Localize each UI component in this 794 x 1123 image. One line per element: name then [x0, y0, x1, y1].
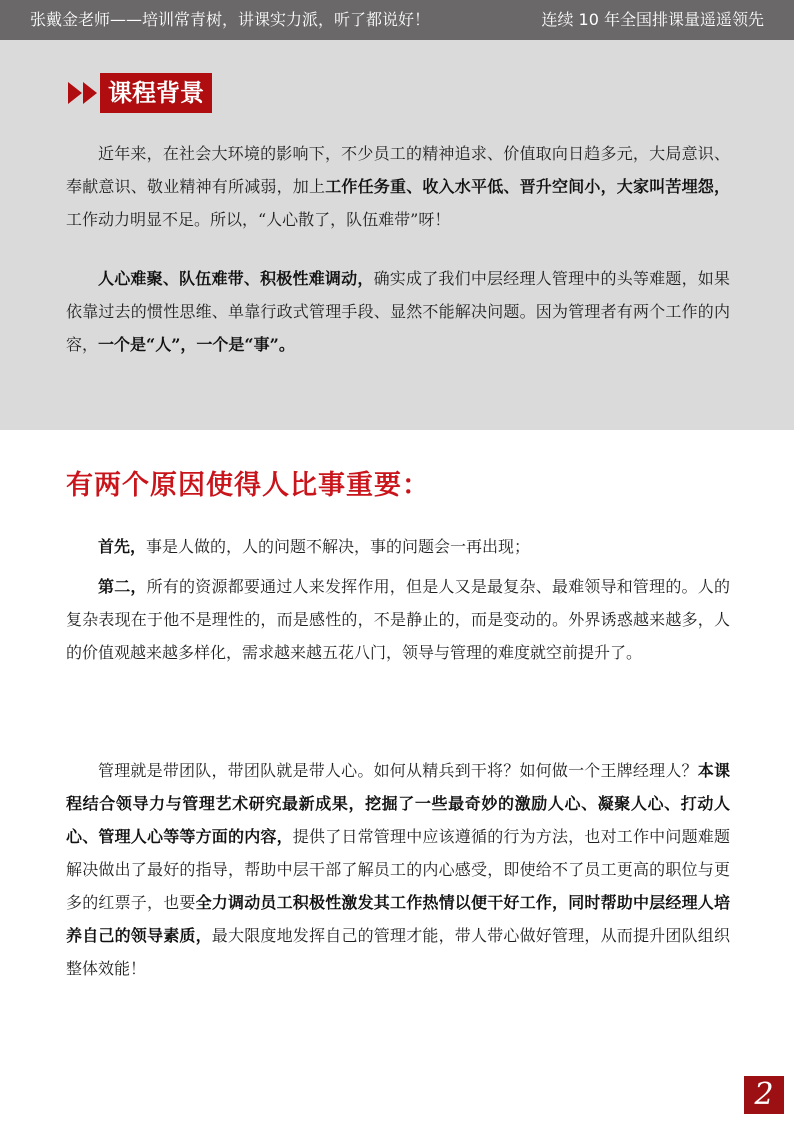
page-number: 2: [744, 1076, 784, 1114]
course-intro-paragraph: 管理就是带团队，带团队就是带人心。如何从精兵到干将？如何做一个王牌经理人？本课程结合领导力与管理艺术研究最新成果，挖掘了一些最奇妙的激励人心、凝聚人心、打动人心、管理人心等等方面的内容，提供了日常管理中应该遵循的行为方法，也对工作中问题难题解决做出了最好的指导，帮助中层干部了解员工的内心感受，即使给不了员工更高的职位与更多的红票子，也要全力调动员工积极性激发其工作热情以便干好工作，同时帮助中层经理人培养自己的领导素质，最大限度地发挥自己的管理才能，带人带心做好管理，从而提升团队组织整体效能！: [66, 761, 730, 978]
background-paragraph-1: 近年来，在社会大环境的影响下，不少员工的精神追求、价值取向日趋多元，大局意识、奉献意识、敬业精神有所减弱，加上工作任务重、收入水平低、晋升空间小，大家叫苦埋怨，工作动力明显不足。所以，“人心散了，队伍难带”呀！: [66, 144, 730, 229]
header-banner: [0, 0, 794, 40]
header-slogan: 张戴金老师——培训常青树，讲课实力派，听了都说好！: [30, 10, 431, 29]
section-title-label: 课程背景: [100, 73, 212, 113]
reason-paragraph-1: 首先，事是人做的，人的问题不解决，事的问题会一再出现；: [98, 537, 531, 556]
section-title: [68, 72, 212, 114]
background-paragraph-2: 人心难聚、队伍难带、积极性难调动，确实成了我们中层经理人管理中的头等难题，如果依靠过去的惯性思维、单靠行政式管理手段、显然不能解决问题。因为管理者有两个工作的内容，一个是“人”，一个是“事”。: [66, 269, 730, 354]
reasons-headline: 有两个原因使得人比事重要：: [66, 470, 430, 501]
reason-paragraph-2: 第二，所有的资源都要通过人来发挥作用，但是人又是最复杂、最难领导和管理的。人的复杂表现在于他不是理性的，而是感性的，不是静止的，而是变动的。外界诱惑越来越多，人的价值观越来越多样化，需求越来越五花八门，领导与管理的难度就空前提升了。: [66, 577, 730, 662]
header-tagline: 连续 10 年全国排课量遥遥领先: [541, 10, 764, 29]
double-arrow-icon: [68, 82, 98, 104]
